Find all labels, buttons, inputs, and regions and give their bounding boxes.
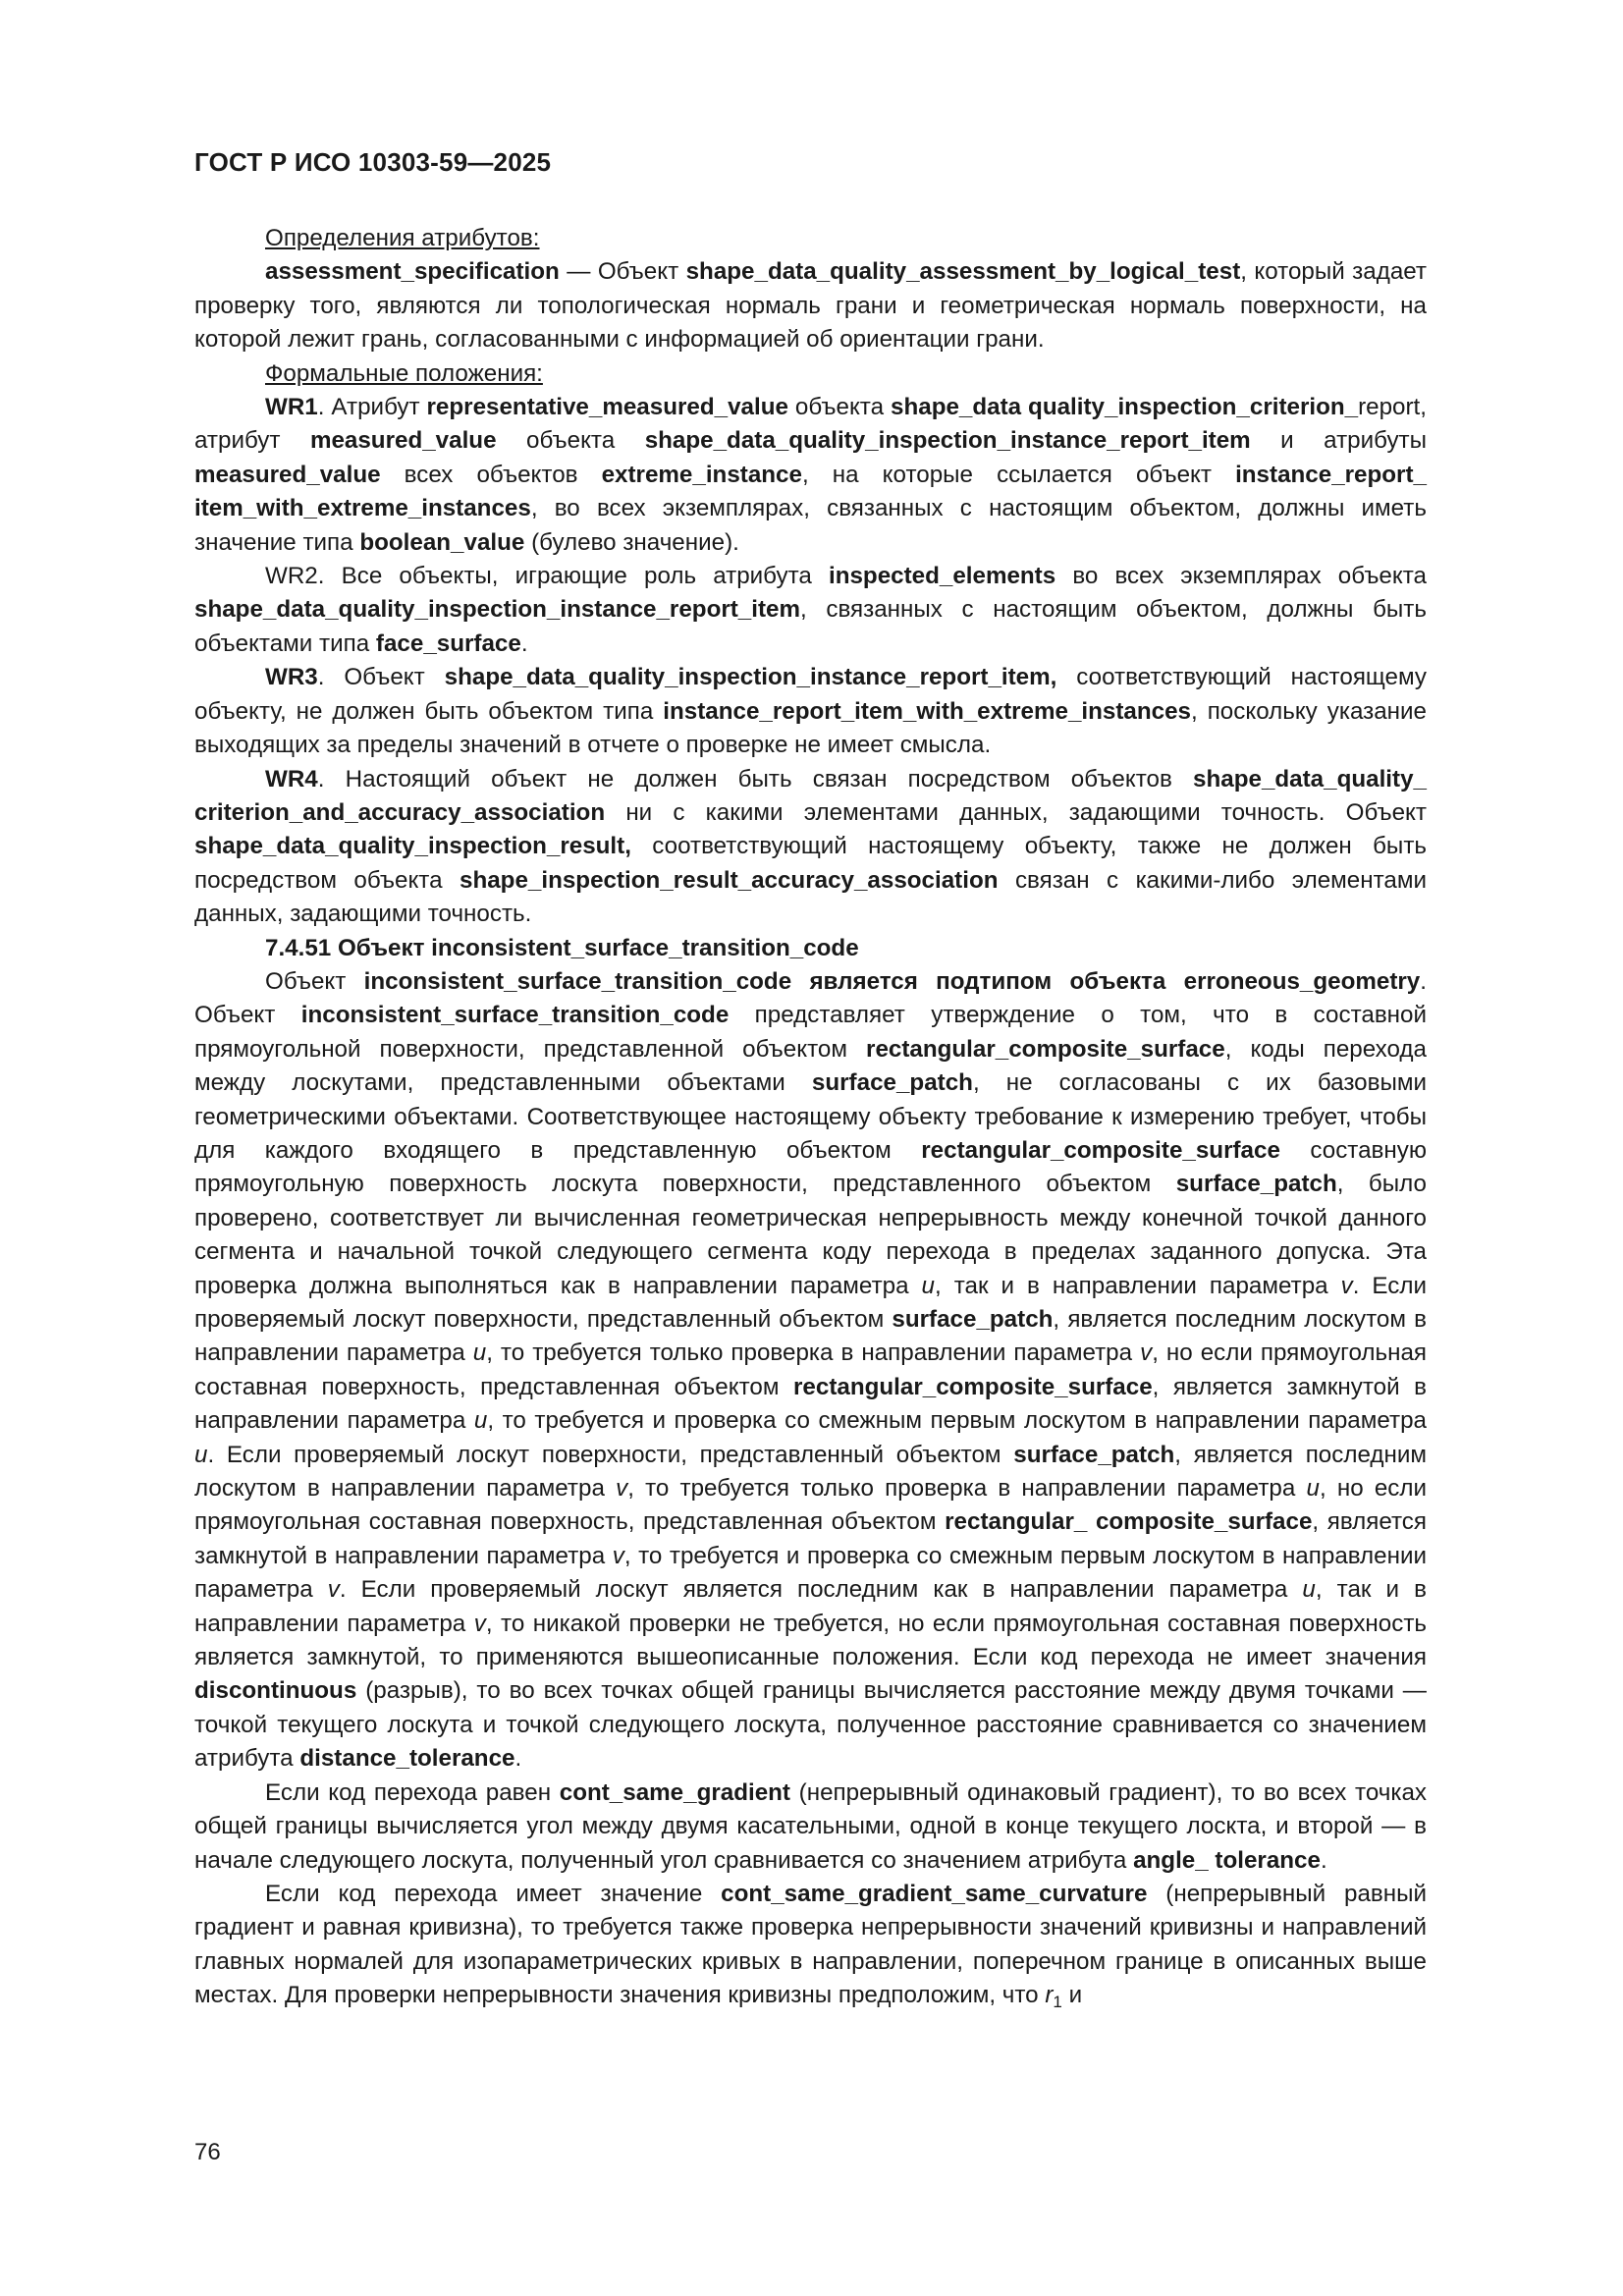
text-run: shape_data_quality_inspection_instance_report_item, bbox=[444, 664, 1057, 691]
text-run: Объект bbox=[265, 967, 364, 995]
text-run: , связанных с настоящим объектом, должны быть объектами типа bbox=[194, 596, 1427, 657]
text-run: объекта bbox=[496, 427, 645, 455]
text-run: Если код перехода равен bbox=[265, 1778, 560, 1806]
text-run: instance_report_ item_with_extreme_instances bbox=[194, 461, 1427, 522]
text-run: . bbox=[520, 629, 528, 657]
text-run: Формальные положения: bbox=[265, 359, 543, 387]
text-run: соответствующий настоящему объекту, также не должен быть посредством объекта bbox=[194, 833, 1427, 894]
text-run: . Если проверяемый лоскут является последним как в направлении параметра bbox=[339, 1576, 1303, 1604]
text-run: inconsistent_surface_transition_code является подтипом объекта erroneous_geometry bbox=[363, 967, 1421, 995]
wr2-rule bbox=[194, 560, 1427, 661]
cont-same-gradient-same-curvature-paragraph bbox=[194, 1878, 1427, 2013]
text-run: u bbox=[473, 1407, 488, 1435]
text-run: . Настоящий объект не должен быть связан посредством объектов bbox=[317, 765, 1194, 793]
wr3-rule bbox=[194, 661, 1427, 762]
page-number: 76 bbox=[194, 2139, 221, 2165]
text-run: WR3 bbox=[265, 664, 318, 691]
text-run: 7.4.51 Объект inconsistent_surface_transition_code bbox=[265, 934, 859, 961]
text-run: 1 bbox=[1053, 1993, 1062, 2012]
text-run: , так и в направлении параметра bbox=[935, 1272, 1341, 1299]
text-run: , то требуется только проверка в направлении параметра bbox=[486, 1339, 1141, 1367]
text-run: , то требуется только проверка в направлении параметра bbox=[627, 1475, 1307, 1503]
text-run: , поскольку указание выходящих за пределы значений в отчете о проверке не имеет смысла. bbox=[194, 697, 1427, 759]
text-run: shape_data_quality_inspection_result, bbox=[194, 833, 631, 860]
text-run: , коды перехода между лоскутами, представленными объектами bbox=[194, 1035, 1427, 1097]
text-run: . Атрибут bbox=[317, 394, 427, 421]
text-run: v bbox=[473, 1610, 486, 1637]
text-run: , является замкнутой в направлении параметра bbox=[194, 1373, 1428, 1435]
text-run: representative_measured_value bbox=[426, 394, 788, 421]
text-run: cont_same_gradient_same_curvature bbox=[721, 1880, 1148, 1907]
text-run: . bbox=[1320, 1846, 1327, 1874]
text-run: shape_data_quality_assessment_by_logical_test bbox=[685, 258, 1241, 286]
text-run: составную прямоугольную поверхность лоскута поверхности, представленного объектом bbox=[194, 1136, 1427, 1198]
text-run: , во всех экземплярах, связанных с настоящим объектом, должны иметь значение типа bbox=[194, 495, 1427, 556]
text-run: — Объект bbox=[559, 258, 686, 286]
text-run: Если код перехода имеет значение bbox=[265, 1880, 722, 1907]
text-run: surface_patch bbox=[811, 1069, 973, 1097]
text-run: rectangular_composite_surface bbox=[866, 1035, 1225, 1063]
text-run: WR2. Все объекты, играющие роль атрибута bbox=[265, 563, 829, 590]
text-run: Определения атрибутов: bbox=[265, 225, 540, 251]
text-run: ни с какими элементами данных, задающими точность. Объект bbox=[605, 798, 1427, 826]
text-run: discontinuous bbox=[194, 1677, 357, 1705]
text-run: rectangular_composite_surface bbox=[921, 1136, 1280, 1164]
text-run: instance_report_item_with_extreme_instances bbox=[663, 697, 1192, 725]
text-run: angle_ tolerance bbox=[1133, 1846, 1321, 1874]
text-run: v bbox=[612, 1542, 624, 1569]
text-run: u bbox=[921, 1272, 935, 1299]
formal-propositions-heading bbox=[194, 357, 1427, 391]
text-run: (разрыв), то во всех точках общей границы вычисляется расстояние между двумя точками — точкой текущего лоскута и точкой следующего лоскута, полученное расстояние сравнивается со значением атрибута bbox=[194, 1677, 1427, 1773]
text-run: u bbox=[1306, 1475, 1320, 1503]
text-run: v bbox=[616, 1475, 628, 1503]
document-body bbox=[194, 222, 1427, 2013]
text-run: , то требуется и проверка со смежным первым лоскутом в направлении параметра bbox=[487, 1407, 1427, 1435]
text-run: u bbox=[1302, 1576, 1316, 1604]
text-run: представляет утверждение о том, что в составной прямоугольной поверхности, представленной объектом bbox=[194, 1002, 1427, 1063]
text-run: WR4 bbox=[265, 765, 318, 793]
text-run: , который задает проверку того, являются ли топологическая нормаль грани и геометрическая нормаль поверхности, на которой лежит грань, согласованными с информацией об ориентации грани. bbox=[194, 258, 1427, 354]
text-run: shape_data quality_inspection_criterion_ bbox=[891, 394, 1359, 421]
text-run: , но если прямоугольная составная поверхность, представленная объектом bbox=[194, 1475, 1428, 1536]
text-run: , то никакой проверки не требуется, но если прямоугольная составная поверхность является замкнутой, то применяются вышеописанные положения. Если код перехода не имеет значения bbox=[194, 1610, 1428, 1671]
text-run: , является последним лоскутом в направлении параметра bbox=[194, 1441, 1427, 1503]
text-run: (булево значение). bbox=[524, 528, 739, 556]
text-run: v bbox=[1340, 1272, 1353, 1299]
cont-same-gradient-paragraph bbox=[194, 1777, 1427, 1878]
text-run: , но если прямоугольная составная поверхность, представленная объектом bbox=[194, 1339, 1427, 1400]
text-run: и bbox=[1061, 1982, 1083, 2009]
text-run: . Если проверяемый лоскут поверхности, представленный объектом bbox=[194, 1272, 1427, 1333]
wr4-rule bbox=[194, 763, 1427, 932]
text-run: , не согласованы с их базовыми геометрическими объектами. Соответствующее настоящему объекту требование к измерению требует, чтобы для каждого входящего в представленную объектом bbox=[194, 1069, 1428, 1164]
text-run: , было проверено, соответствует ли вычисленная геометрическая непрерывность между конечной точкой данного сегмента и начальной точкой следующего сегмента коду перехода в пределах заданного допуска. Эта проверка должна выполняться как в направлении параметра bbox=[194, 1171, 1427, 1299]
text-run: rectangular_ composite_surface bbox=[945, 1508, 1313, 1536]
definitions-heading bbox=[194, 222, 1427, 255]
text-run: WR1 bbox=[265, 394, 318, 421]
text-run: и атрибуты bbox=[1250, 427, 1427, 455]
text-run: (непрерывный равный градиент и равная кривизна), то требуется также проверка непрерывности значений кривизны и направлений главных нормалей для изопараметрических кривых в направлении, поперечном границе в описанных выше местах. Для проверки непрерывности значения кривизны предположим, что bbox=[194, 1880, 1427, 2009]
text-run: , является замкнутой в направлении параметра bbox=[194, 1508, 1427, 1569]
text-run: cont_same_gradient bbox=[559, 1778, 790, 1806]
section-7-4-51-title bbox=[194, 932, 1427, 965]
text-run: extreme_instance bbox=[601, 461, 802, 488]
text-run: surface_patch bbox=[1013, 1441, 1175, 1468]
text-run: v bbox=[1140, 1339, 1153, 1367]
wr1-rule bbox=[194, 391, 1427, 560]
text-run: shape_data_quality_inspection_instance_report_item bbox=[644, 427, 1251, 455]
text-run: face_surface bbox=[375, 629, 521, 657]
text-run: v bbox=[327, 1576, 340, 1604]
text-run: r bbox=[1045, 1982, 1054, 2009]
text-run: . Объект bbox=[194, 967, 1427, 1029]
page-header-standard: ГОСТ Р ИСО 10303-59—2025 bbox=[194, 147, 552, 177]
text-run: связан с какими-либо элементами данных, задающими точность. bbox=[194, 866, 1427, 928]
text-run: measured_value bbox=[309, 427, 497, 455]
text-run: . bbox=[514, 1745, 522, 1773]
text-run: assessment_specification bbox=[265, 258, 560, 286]
text-run: u bbox=[472, 1339, 487, 1367]
text-run: объекта bbox=[787, 394, 892, 421]
text-run: inspected_elements bbox=[828, 563, 1056, 590]
text-run: inconsistent_surface_transition_code bbox=[300, 1002, 730, 1029]
text-run: . Если проверяемый лоскут поверхности, представленный объектом bbox=[207, 1441, 1014, 1468]
text-run: shape_inspection_result_accuracy_association bbox=[460, 866, 999, 894]
text-run: boolean_value bbox=[359, 528, 525, 556]
assessment-specification-definition bbox=[194, 255, 1427, 356]
text-run: surface_patch bbox=[1175, 1171, 1337, 1198]
text-run: , то требуется и проверка со смежным первым лоскутом в направлении параметра bbox=[194, 1542, 1428, 1604]
text-run: u bbox=[194, 1441, 208, 1468]
text-run: всех объектов bbox=[380, 461, 602, 488]
text-run: rectangular_composite_surface bbox=[793, 1373, 1153, 1400]
text-run: . Объект bbox=[317, 664, 445, 691]
section-7-4-51-body bbox=[194, 965, 1427, 1777]
text-run: measured_value bbox=[194, 461, 381, 488]
text-run: report, атрибут bbox=[194, 394, 1427, 455]
text-run: shape_data_quality_inspection_instance_report_item bbox=[194, 596, 800, 624]
text-run: , так и в направлении параметра bbox=[194, 1576, 1427, 1637]
text-run: shape_data_quality_ criterion_and_accuracy_association bbox=[194, 765, 1427, 826]
text-run: , является последним лоскутом в направлении параметра bbox=[194, 1306, 1427, 1367]
text-run: соответствующий настоящему объекту, не должен быть объектом типа bbox=[194, 664, 1427, 725]
text-run: distance_tolerance bbox=[299, 1745, 515, 1773]
text-run: surface_patch bbox=[892, 1306, 1054, 1333]
text-run: во всех экземплярах объекта bbox=[1055, 563, 1427, 590]
text-run: (непрерывный одинаковый градиент), то во всех точках общей границы вычисляется угол между двумя касательными, одной в конце текущего лоскта, и второй — в начале следующего лоскута, полученный угол сравнивается со значением атрибута bbox=[194, 1778, 1427, 1874]
text-run: , на которые ссылается объект bbox=[801, 461, 1236, 488]
